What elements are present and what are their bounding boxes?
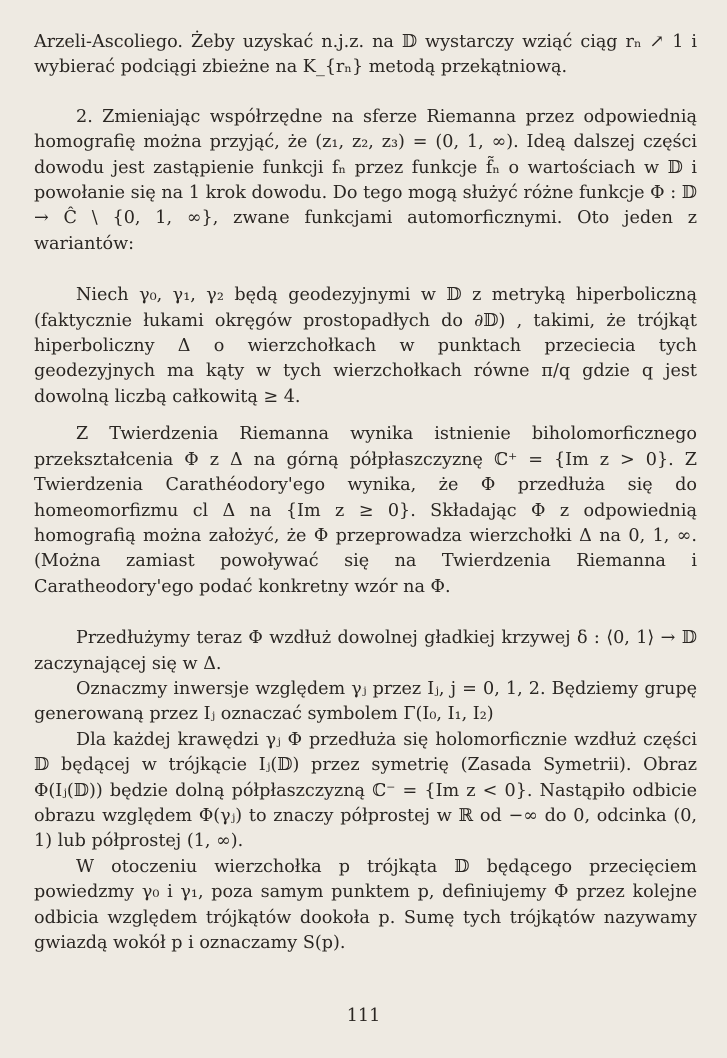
paragraph-star: W otoczeniu wierzchołka p trójkąta 𝔻 będącego przecięciem powiedzmy γ₀ i γ₁, poza samym punktem p, definiujemy Φ przez kolejne odbicia względem trójkątów dookoła p. Sumę tych trójkątów nazywamy gwiazdą wokół p i oznaczamy S(p).: [34, 856, 697, 953]
paragraph-riemann-theorem: Z Twierdzenia Riemanna wynika istnienie biholomorficznego przekształcenia Φ z Δ na górną półpłaszczyznę ℂ⁺ = {Im z > 0}. Z Twierdzenia Carathéodory'ego wynika, że Φ przedłuża się do homeomorfizmu cl Δ na {Im z ≥ 0}. Składając Φ z odpowiednią homografią można założyć, że Φ przeprowadza wierzchołki Δ na 0, 1, ∞. (Można zamiast powoływać się na Twierdzenia Riemanna i Caratheodory'ego podać konkretny wzór na Φ.: [34, 424, 697, 597]
paragraph-extension: Przedłużymy teraz Φ wzdłuż dowolnej gładkiej krzywej δ : ⟨0, 1⟩ → 𝔻 zaczynającej się w Δ.: [34, 628, 697, 674]
paragraph-geodesics: Niech γ₀, γ₁, γ₂ będą geodezyjnymi w 𝔻 z metryką hiperboliczną (faktycznie łukami okręgów prostopadłych do ∂𝔻) , takimi, że trójkąt hiperboliczny Δ o wierzchołkach w punktach przeciecia tych geodezyjnych ma kąty w tych wierzchołkach równe π/q gdzie q jest dowolną liczbą całkowitą ≥ 4.: [34, 285, 697, 407]
paragraph-step-2: 2. Zmieniając współrzędne na sferze Riemanna przez odpowiednią homografię można przyjąć, że (z₁, z₂, z₃) = (0, 1, ∞). Ideą dalszej części dowodu jest zastąpienie funkcji fₙ przez funkcje f̃ₙ o wartościach w 𝔻 i powołanie się na 1 krok dowodu. Do tego mogą służyć różne funkcje Φ : 𝔻 → Ĉ \ {0, 1, ∞}, zwane funkcjami automorficznymi. Oto jeden z wariantów:: [34, 106, 697, 254]
paragraph-symmetry: Dla każdej krawędzi γⱼ Φ przedłuża się holomorficznie wzdłuż części 𝔻 będącej w trójkącie Iⱼ(𝔻) przez symetrię (Zasada Symetrii). Obraz Φ(Iⱼ(𝔻)) będzie dolną półpłaszczyzną ℂ⁻ = {Im z < 0}. Nastąpiło odbicie obrazu względem Φ(γⱼ) to znaczy półprostej w ℝ od −∞ do 0, odcinka (0, 1) lub półprostej (1, ∞).: [34, 729, 697, 852]
paragraph-inversions: Oznaczmy inwersje względem γⱼ przez Iⱼ, j = 0, 1, 2. Będziemy grupę generowaną przez Iⱼ oznaczać symbolem Γ(I₀, I₁, I₂): [34, 678, 697, 725]
paragraph-arzeli-ascoli: Arzeli-Ascoliego. Żeby uzyskać n.j.z. na 𝔻 wystarczy wziąć ciąg rₙ ↗ 1 i wybierać podciągi zbieżne na K_{rₙ} metodą przekątniową.: [34, 32, 697, 78]
page-number: 111: [346, 1006, 381, 1026]
